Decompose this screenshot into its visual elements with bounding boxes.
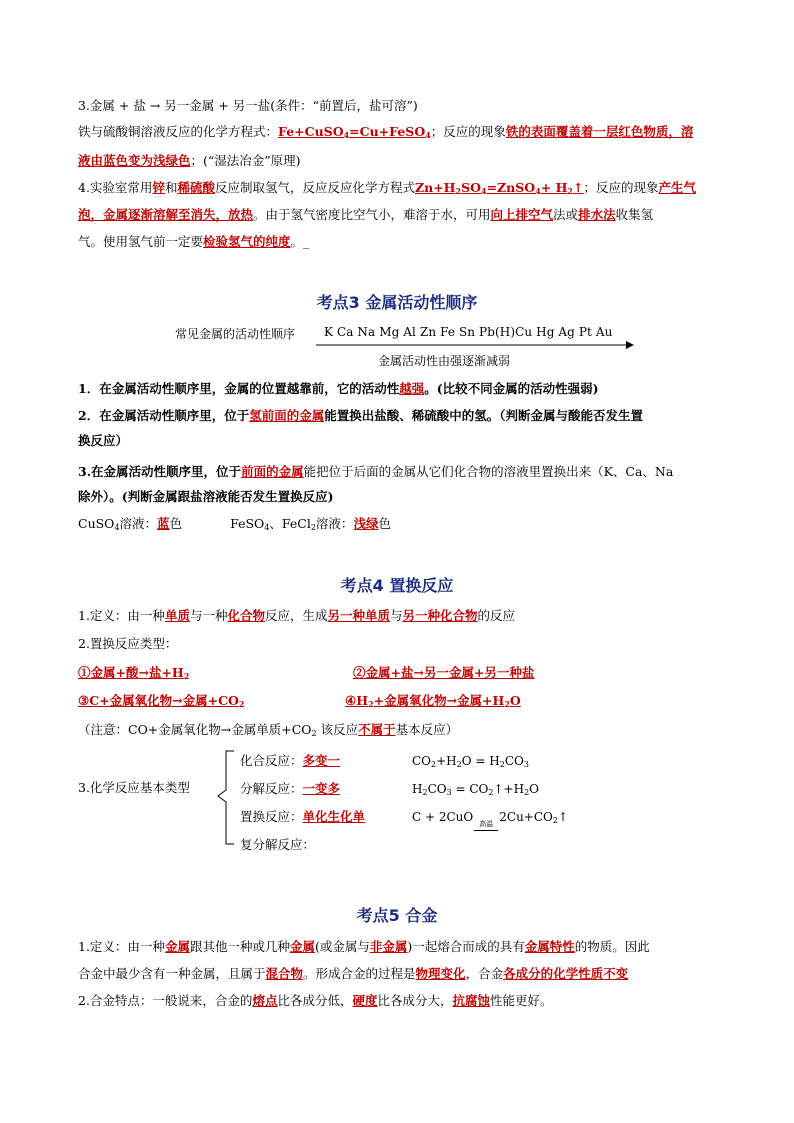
line-phenomenon bbox=[78, 152, 301, 170]
rule-1: 1．在金属活动性顺序里，金属的位置越靠前，它的活动性越强。(比较不同金属的活动性强弱) bbox=[78, 381, 599, 396]
line-iron-copper-eq bbox=[78, 123, 693, 141]
text: 铁与硫酸铜溶液反应的化学方程式： bbox=[78, 124, 279, 139]
type-3: ③C+金属氧化物→金属$+CO_2$ bbox=[78, 693, 245, 709]
basic-types-label: 3.化学反应基本类型 bbox=[78, 780, 190, 795]
answer: 硬度 bbox=[352, 993, 378, 1008]
answer: 前面的金属 bbox=[241, 464, 304, 479]
type-1: ①金属+酸→盐$+H_2$ bbox=[78, 665, 190, 681]
eq-decomposition: $H_2CO_3$ = $CO_2↑+H_2O$ bbox=[412, 782, 539, 797]
reaction-double-displacement: 复分解反应： bbox=[240, 837, 316, 852]
activity-series-label: 常见金属的活动性顺序 bbox=[175, 327, 296, 341]
answer: 浅绿 bbox=[353, 516, 379, 531]
answer: 产生气 bbox=[658, 180, 696, 195]
answer: 液由蓝色变为浅绿色 bbox=[78, 153, 191, 168]
answer: 熔点 bbox=[252, 993, 278, 1008]
activity-arrow bbox=[316, 340, 634, 350]
answer: 不属于 bbox=[358, 722, 396, 737]
answer: 氢前面的金属 bbox=[249, 408, 325, 423]
solution-colors: CuSO$_4$溶液：蓝色 FeSO$_4$、FeCl$_2$溶液：浅绿色 bbox=[78, 516, 391, 532]
eq-combination: $CO_2+H_2O = H_2CO_3$ bbox=[412, 754, 529, 769]
section-title-activity-series: 考点3 金属活动性顺序 bbox=[316, 293, 478, 312]
answer: 化合物 bbox=[227, 608, 265, 623]
answer: 锌 bbox=[152, 180, 165, 195]
section-title-alloy: 考点5 合金 bbox=[356, 906, 438, 925]
answer: 多变一 bbox=[302, 753, 341, 768]
answer: 混合物 bbox=[265, 966, 304, 981]
line-hydrogen-prep: 4.实验室常用锌和稀硫酸反应制取氢气，反应反应化学方程式$Zn+H_2SO_4=ZnSO_4+$ $H_2↑$；反应的现象产生气 bbox=[78, 180, 696, 196]
answer: 另一种化合物 bbox=[402, 608, 478, 623]
answer: 单化生化单 bbox=[302, 809, 366, 824]
activity-series: K Ca Na Mg Al Zn Fe Sn Pb(H)Cu Hg Ag Pt Au bbox=[324, 325, 613, 339]
answer: 物理变化 bbox=[415, 966, 466, 981]
section-title-displacement: 考点4 置换反应 bbox=[340, 576, 454, 595]
answer: 单质 bbox=[164, 608, 190, 623]
answer: 排水法 bbox=[578, 207, 616, 222]
answer: 稀硫酸 bbox=[177, 180, 215, 195]
answer: 金属 bbox=[164, 939, 190, 954]
reaction-displacement: 置换反应：单化生化单 bbox=[240, 809, 366, 824]
answer: 抗腐蚀 bbox=[452, 993, 491, 1008]
answer: 泡，金属逐渐溶解至消失，放热 bbox=[78, 207, 254, 222]
reaction-decomposition: 分解反应：一变多 bbox=[240, 781, 341, 796]
rule-2: 2．在金属活动性顺序里，位于氢前面的金属能置换出盐酸、稀硫酸中的氢。（判断金属与酸能否发生置 bbox=[78, 408, 643, 423]
alloy-definition: 1.定义：由一种金属跟其他一种或几种金属(或金属与非金属)一起熔合而成的具有金属特性的物质。因此 bbox=[78, 939, 650, 954]
displacement-note: （注意：CO+金属氧化物→金属单质$+CO_2$ 该反应不属于基本反应） bbox=[78, 722, 459, 738]
answer-equation: Fe+CuSO$_4$=Cu+FeSO$_4$ bbox=[278, 124, 431, 140]
line-hydrogen-phenomenon: 泡，金属逐渐溶解至消失，放热。由于氢气密度比空气小，难溶于水，可用向上排空气法或排水法收集氢 bbox=[78, 207, 654, 222]
answer: 另一种单质 bbox=[327, 608, 391, 623]
text: ；(“湿法冶金”原理) bbox=[190, 153, 301, 168]
type-4: $④H_2+$金属氧化物→金属$+H_2O$ bbox=[345, 693, 521, 709]
answer: 一变多 bbox=[302, 781, 341, 796]
rule-3: 3.在金属活动性顺序里，位于前面的金属能把位于后面的金属从它们化合物的溶液里置换出来（K、Ca、Na bbox=[78, 464, 674, 479]
answer: 金属 bbox=[289, 939, 315, 954]
answer: 铁的表面覆盖着一层红色物质，溶 bbox=[505, 124, 694, 139]
displacement-types-label: 2.置换反应类型： bbox=[78, 636, 178, 651]
eq-displacement: C + 2CuO 高温 $2Cu+CO_2↑$ bbox=[412, 808, 568, 826]
answer: 蓝 bbox=[157, 516, 170, 531]
alloy-definition-cont: 合金中最少含有一种金属，且属于混合物。形成合金的过程是物理变化，合金各成分的化学性质不变 bbox=[78, 966, 629, 981]
line-hydrogen-purity: 气。使用氢气前一定要检验氢气的纯度。_ bbox=[78, 234, 310, 249]
line-metal-salt bbox=[78, 97, 418, 115]
answer: 金属特性 bbox=[524, 939, 575, 954]
reaction-combination: 化合反应：多变一 bbox=[240, 753, 341, 768]
answer: 各成分的化学性质不变 bbox=[503, 966, 629, 981]
answer: 检验氢气的纯度 bbox=[203, 234, 291, 249]
brace bbox=[214, 750, 236, 846]
text: 3.金属 + 盐 → 另一金属 + 另一盐(条件：“前置后，盐可溶”) bbox=[78, 98, 418, 113]
activity-note: 金属活动性由强逐渐减弱 bbox=[378, 354, 511, 368]
answer-equation: $Zn+H_2SO_4=ZnSO_4+$ $H_2↑$ bbox=[415, 180, 584, 196]
type-2: ②金属+盐→另一金属+另一种盐 bbox=[353, 665, 535, 680]
alloy-features: 2.合金特点：一般说来，合金的熔点比各成分低，硬度比各成分大，抗腐蚀性能更好。 bbox=[78, 993, 553, 1008]
text: ；反应的现象 bbox=[430, 124, 506, 139]
displacement-definition: 1.定义：由一种单质与一种化合物反应，生成另一种单质与另一种化合物的反应 bbox=[78, 608, 516, 623]
rule-2-cont: 换反应） bbox=[78, 433, 129, 448]
answer: 越强 bbox=[399, 381, 425, 396]
answer: 向上排空气 bbox=[490, 207, 554, 222]
rule-3-cont: 除外）。(判断金属跟盐溶液能否发生置换反应) bbox=[78, 489, 334, 504]
answer: 非金属 bbox=[369, 939, 408, 954]
